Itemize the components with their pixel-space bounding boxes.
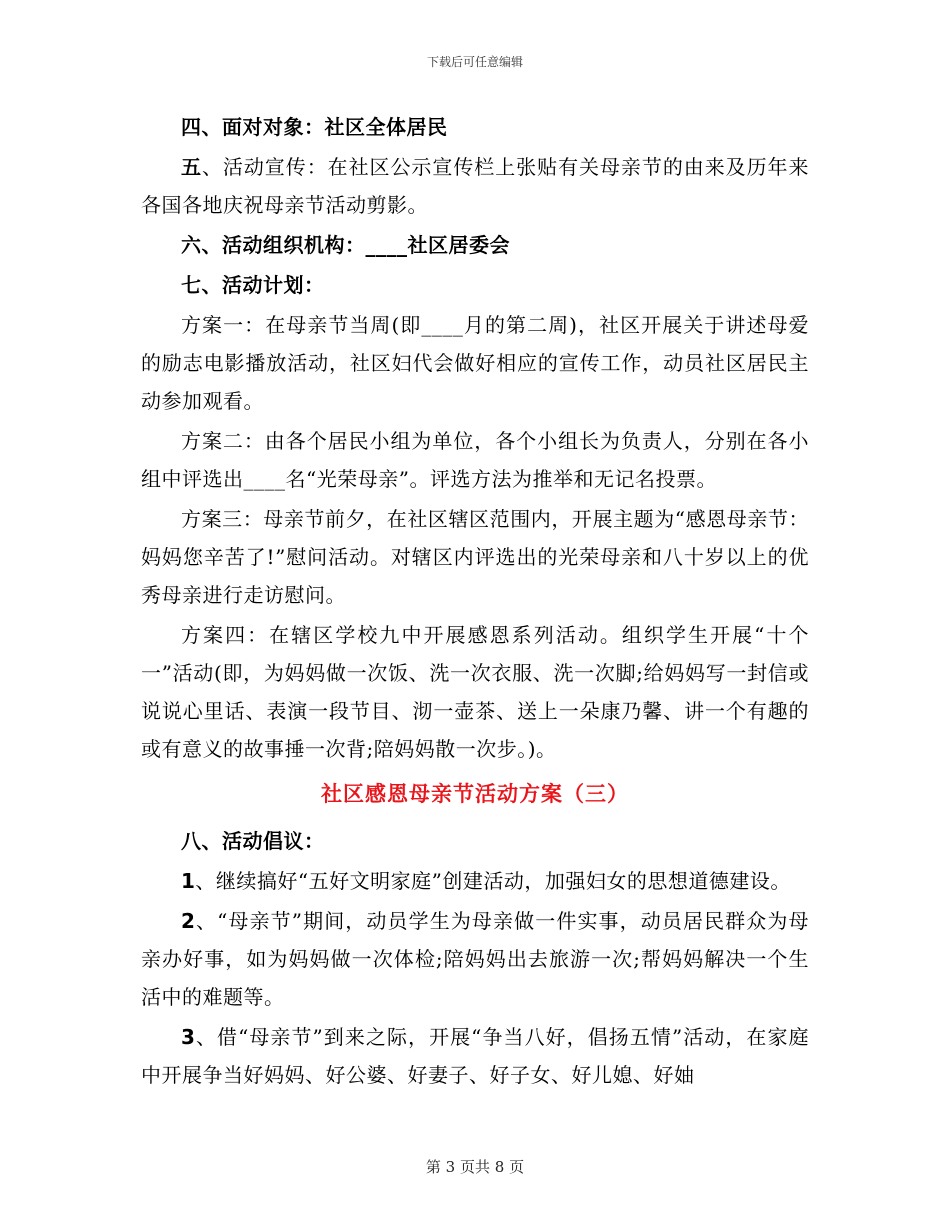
section-5-publicity xyxy=(141,148,809,224)
document-body xyxy=(141,108,809,1096)
initiative-1-number: 1 xyxy=(181,869,196,893)
section-heading: 社区感恩母亲节活动方案（三） xyxy=(321,782,629,806)
initiative-2 xyxy=(141,902,809,1016)
plan-1: 方案一：在母亲节当周(即____月的第二周)，社区开展关于讲述母爱的励志电影播放活动，社区妇代会做好相应的宣传工作，动员社区居民主动参加观看。 xyxy=(141,313,809,413)
section-7-plan: 七、活动计划： xyxy=(181,273,325,297)
section-5-number: 五 xyxy=(181,155,202,179)
initiative-3-text: 、借“母亲节”到来之际，开展“争当八好，倡扬五情”活动，在家庭中开展争当好妈妈、好公婆、好妻子、好子女、好儿媳、好妯 xyxy=(141,1025,809,1087)
initiative-1 xyxy=(141,862,809,900)
initiative-3 xyxy=(141,1018,809,1094)
plan-2: 方案二：由各个居民小组为单位，各个小组长为负责人，分别在各小组中评选出____名“光荣母亲”。评选方法为推举和无记名投票。 xyxy=(141,429,809,491)
initiative-3-number: 3 xyxy=(181,1025,196,1049)
section-5-text: 、活动宣传：在社区公示宣传栏上张贴有关母亲节的由来及历年来各国各地庆祝母亲节活动剪影。 xyxy=(141,155,810,217)
section-6-organizer: 六、活动组织机构：____社区居委会 xyxy=(181,233,510,257)
section-4-target: 四、面对对象：社区全体居民 xyxy=(181,115,448,139)
plan-3: 方案三：母亲节前夕，在社区辖区范围内，开展主题为“感恩母亲节：妈妈您辛苦了!”慰问活动。对辖区内评选出的光荣母亲和八十岁以上的优秀母亲进行走访慰问。 xyxy=(141,507,809,607)
initiative-1-text: 、继续搞好“五好文明家庭”创建活动，加强妇女的思想道德建设。 xyxy=(195,869,791,893)
page-header: 下载后可任意编辑 xyxy=(426,55,523,69)
initiative-2-number: 2 xyxy=(181,909,196,933)
plan-4: 方案四：在辖区学校九中开展感恩系列活动。组织学生开展“十个一”活动(即，为妈妈做一次饭、洗一次衣服、洗一次脚;给妈妈写一封信或说说心里话、表演一段节目、沏一壶茶、送上一朵康乃馨、讲一个有趣的或有意义的故事捶一次背;陪妈妈散一次步。)。 xyxy=(141,623,809,761)
page-footer: 第 3 页共 8 页 xyxy=(425,1158,525,1176)
section-8-initiative: 八、活动倡议： xyxy=(181,829,325,853)
initiative-2-text: 、“母亲节”期间，动员学生为母亲做一件实事，动员居民群众为母亲办好事，如为妈妈做一次体检;陪妈妈出去旅游一次;帮妈妈解决一个生活中的难题等。 xyxy=(141,909,809,1009)
